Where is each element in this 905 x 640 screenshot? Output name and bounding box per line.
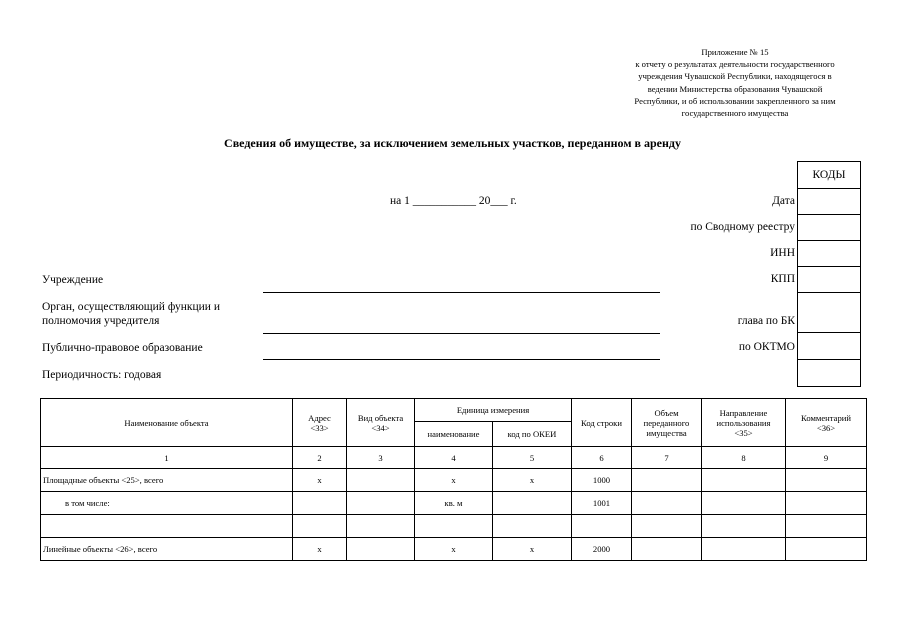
row-code[interactable] [572, 515, 632, 538]
code-label-oktmo: по ОКТМО [738, 341, 795, 353]
header-object-name: Наименование объекта [41, 399, 293, 447]
header-kind-line1: Вид объекта [357, 412, 404, 423]
row-address: х [293, 469, 347, 492]
header-object-kind [347, 399, 415, 447]
header-kind-line2: <34> [371, 422, 390, 433]
appendix-line: к отчету о результатах деятельности государственного [635, 59, 835, 70]
column-number: 7 [632, 447, 702, 469]
header-address [293, 399, 347, 447]
column-number: 9 [786, 447, 867, 469]
table-row [41, 538, 867, 561]
code-periodicity-cell[interactable] [798, 360, 861, 387]
row-volume[interactable] [632, 538, 702, 561]
appendix-line: ведении Министерства образования Чувашской [647, 83, 823, 94]
row-comment[interactable] [786, 492, 867, 515]
appendix-line: учреждения Чувашской Республики, находящегося в [638, 71, 832, 82]
appendix-line: Приложение № 15 [701, 47, 769, 57]
code-inn-cell[interactable] [798, 241, 861, 267]
document-title: Сведения об имуществе, за исключением земельных участков, переданном в аренду [224, 136, 681, 150]
row-unit-name[interactable] [415, 515, 493, 538]
column-number: 2 [293, 447, 347, 469]
code-oktmo-cell[interactable] [798, 333, 861, 360]
code-registry-cell[interactable] [798, 215, 861, 241]
row-unit-name: х [415, 538, 493, 561]
row-code: 1001 [572, 492, 632, 515]
code-label-inn: ИНН [770, 247, 795, 259]
row-kind[interactable] [347, 515, 415, 538]
table-row [41, 469, 867, 492]
leased-property-table [40, 398, 867, 561]
appendix-note [600, 46, 870, 119]
header-line-code: Код строки [572, 399, 632, 447]
row-comment[interactable] [786, 515, 867, 538]
row-kind[interactable] [347, 538, 415, 561]
report-date-line: на 1 ___________ 20___ г. [390, 195, 517, 207]
row-direction[interactable] [702, 492, 786, 515]
header-volume [632, 399, 702, 447]
row-address[interactable] [293, 515, 347, 538]
code-label-registry: по Сводному реестру [690, 221, 795, 233]
municipality-field[interactable] [263, 359, 660, 360]
column-number: 6 [572, 447, 632, 469]
header-comment-line1: Комментарий [801, 412, 851, 423]
codes-header: КОДЫ [798, 162, 861, 189]
row-code: 2000 [572, 538, 632, 561]
municipality-label: Публично-правовое образование [42, 342, 203, 354]
row-unit-name: х [415, 469, 493, 492]
founder-label-line1: Орган, осуществляющий функции и [42, 301, 220, 313]
header-address-line2: <33> [310, 422, 329, 433]
founder-field[interactable] [263, 333, 660, 334]
row-okei[interactable] [493, 492, 572, 515]
header-unit-name: наименование [415, 422, 493, 447]
row-kind[interactable] [347, 469, 415, 492]
row-kind[interactable] [347, 492, 415, 515]
appendix-line: Республики, и об использовании закрепленного за ним [634, 95, 836, 106]
column-number: 8 [702, 447, 786, 469]
code-date-cell[interactable] [798, 189, 861, 215]
code-kpp-cell[interactable] [798, 267, 861, 293]
row-address[interactable] [293, 492, 347, 515]
code-label-kpp: КПП [770, 273, 795, 285]
header-comment [786, 399, 867, 447]
row-okei[interactable] [493, 515, 572, 538]
row-name: в том числе: [41, 492, 293, 515]
row-unit-name: кв. м [415, 492, 493, 515]
row-direction[interactable] [702, 469, 786, 492]
header-volume-line3: имущества [646, 427, 687, 438]
table-row [41, 515, 867, 538]
header-direction-line1: Направление [719, 407, 768, 418]
row-comment[interactable] [786, 538, 867, 561]
row-volume[interactable] [632, 515, 702, 538]
column-number: 5 [493, 447, 572, 469]
column-number: 4 [415, 447, 493, 469]
row-volume[interactable] [632, 469, 702, 492]
row-direction[interactable] [702, 515, 786, 538]
code-bk-cell[interactable] [798, 293, 861, 333]
column-number: 3 [347, 447, 415, 469]
row-code: 1000 [572, 469, 632, 492]
header-direction-line2: использования [716, 417, 771, 428]
code-label-date: Дата [772, 195, 795, 207]
header-direction [702, 399, 786, 447]
table-row [41, 492, 867, 515]
header-direction-line3: <35> [734, 427, 753, 438]
code-label-bk: глава по БК [737, 315, 795, 327]
row-okei: х [493, 469, 572, 492]
row-name[interactable] [41, 515, 293, 538]
column-number: 1 [41, 447, 293, 469]
header-address-line1: Адрес [308, 412, 331, 423]
header-volume-line2: переданного [643, 417, 690, 428]
header-unit-okei: код по ОКЕИ [493, 422, 572, 447]
codes-table [797, 161, 861, 387]
header-comment-line2: <36> [816, 422, 836, 433]
header-volume-line1: Объем [654, 407, 679, 418]
row-name: Площадные объекты <25>, всего [41, 469, 293, 492]
institution-field[interactable] [263, 292, 660, 293]
header-unit: Единица измерения [415, 399, 572, 422]
founder-label-line2: полномочия учредителя [42, 315, 160, 327]
institution-label: Учреждение [42, 274, 104, 286]
row-name: Линейные объекты <26>, всего [41, 538, 293, 561]
row-address: х [293, 538, 347, 561]
appendix-line: государственного имущества [681, 108, 789, 119]
row-okei: х [493, 538, 572, 561]
periodicity-label: Периодичность: годовая [42, 369, 162, 381]
row-direction[interactable] [702, 538, 786, 561]
row-comment[interactable] [786, 469, 867, 492]
row-volume[interactable] [632, 492, 702, 515]
